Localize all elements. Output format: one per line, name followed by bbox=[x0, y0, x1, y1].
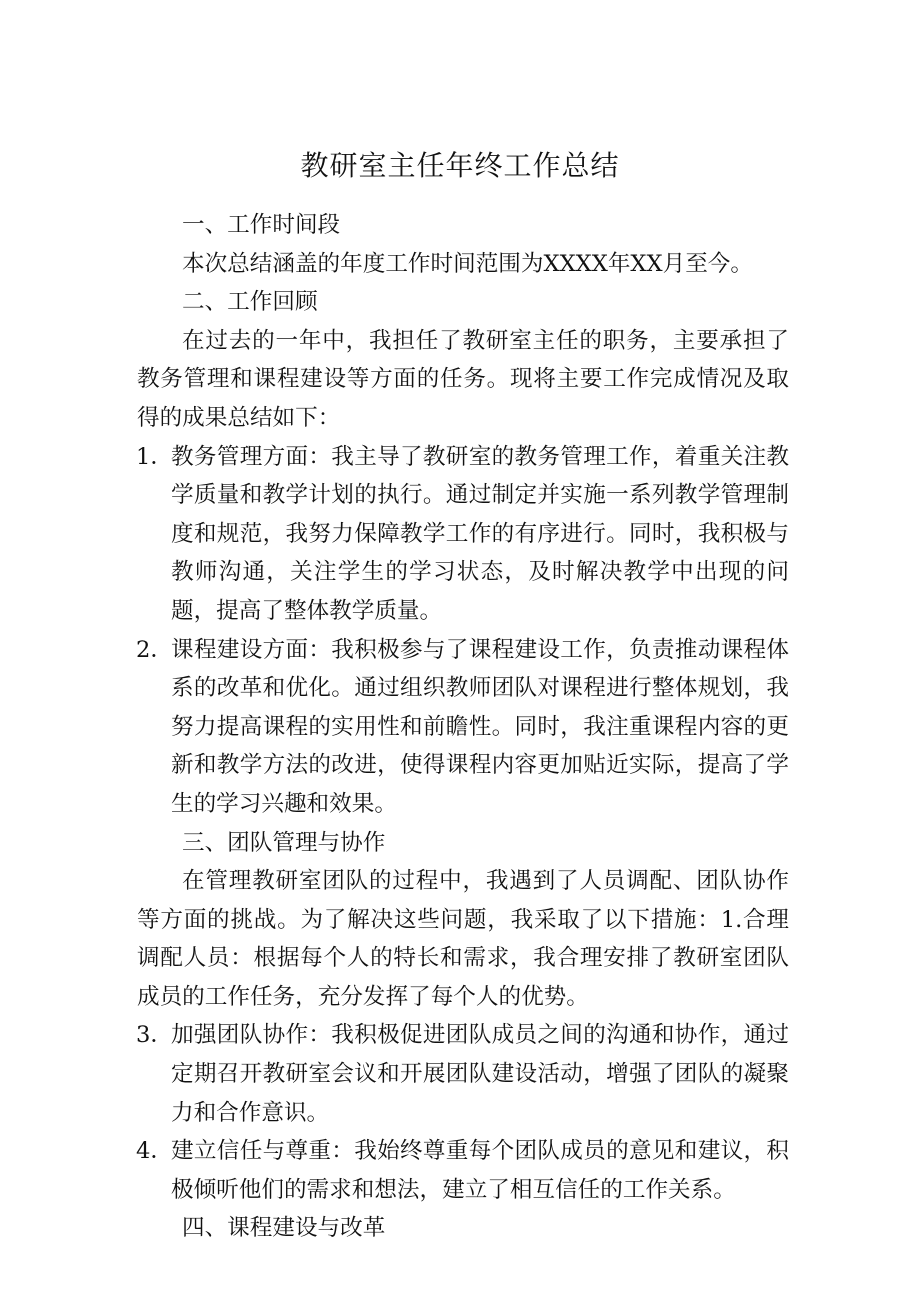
section-heading-team-management: 三、团队管理与协作 bbox=[182, 829, 386, 856]
document-body bbox=[137, 206, 789, 1248]
list-item-text: 教务管理方面：我主导了教研室的教务管理工作，着重关注教学质量和教学计划的执行。通过制定并实施一系列教学管理制度和规范，我努力保障教学工作的有序进行。同时，我积极与教师沟通，关注学生的学习状态，及时解决教学中出现的问题，提高了整体教学质量。 bbox=[171, 443, 789, 624]
list-item-number: 3． bbox=[136, 1022, 173, 1049]
list-item-team-collaboration bbox=[137, 1016, 789, 1132]
paragraph-work-period: 本次总结涵盖的年度工作时间范围为XXXX年XX月至今。 bbox=[182, 250, 753, 277]
list-item-trust-respect bbox=[137, 1132, 789, 1209]
list-item-text: 加强团队协作：我积极促进团队成员之间的沟通和协作，通过定期召开教研室会议和开展团队建设活动，增强了团队的凝聚力和合作意识。 bbox=[171, 1022, 789, 1126]
paragraph-team-management: 在管理教研室团队的过程中，我遇到了人员调配、团队协作等方面的挑战。为了解决这些问题，我采取了以下措施：1.合理调配人员：根据每个人的特长和需求，我合理安排了教研室团队成员的工作任务，充分发挥了每个人的优势。 bbox=[137, 868, 789, 1010]
list-item-number: 2． bbox=[136, 636, 173, 663]
list-item-text: 课程建设方面：我积极参与了课程建设工作，负责推动课程体系的改革和优化。通过组织教师团队对课程进行整体规划，我努力提高课程的实用性和前瞻性。同时，我注重课程内容的更新和教学方法的改进，使得课程内容更加贴近实际，提高了学生的学习兴趣和效果。 bbox=[171, 636, 789, 817]
list-item-number: 1． bbox=[136, 443, 173, 470]
list-item-academic-affairs bbox=[137, 438, 789, 631]
paragraph-work-review: 在过去的一年中，我担任了教研室主任的职务，主要承担了教务管理和课程建设等方面的任务。现将主要工作完成情况及取得的成果总结如下： bbox=[137, 327, 789, 431]
list-item-course-construction bbox=[137, 631, 789, 824]
page-title: 教研室主任年终工作总结 bbox=[300, 149, 620, 182]
section-heading-work-period: 一、工作时间段 bbox=[182, 212, 341, 238]
list-item-number: 4． bbox=[136, 1138, 173, 1165]
section-heading-course-reform: 四、课程建设与改革 bbox=[182, 1215, 386, 1242]
list-item-text: 建立信任与尊重：我始终尊重每个团队成员的意见和建议，积极倾听他们的需求和想法，建立了相互信任的工作关系。 bbox=[171, 1138, 789, 1203]
section-heading-work-review: 二、工作回顾 bbox=[182, 289, 318, 316]
